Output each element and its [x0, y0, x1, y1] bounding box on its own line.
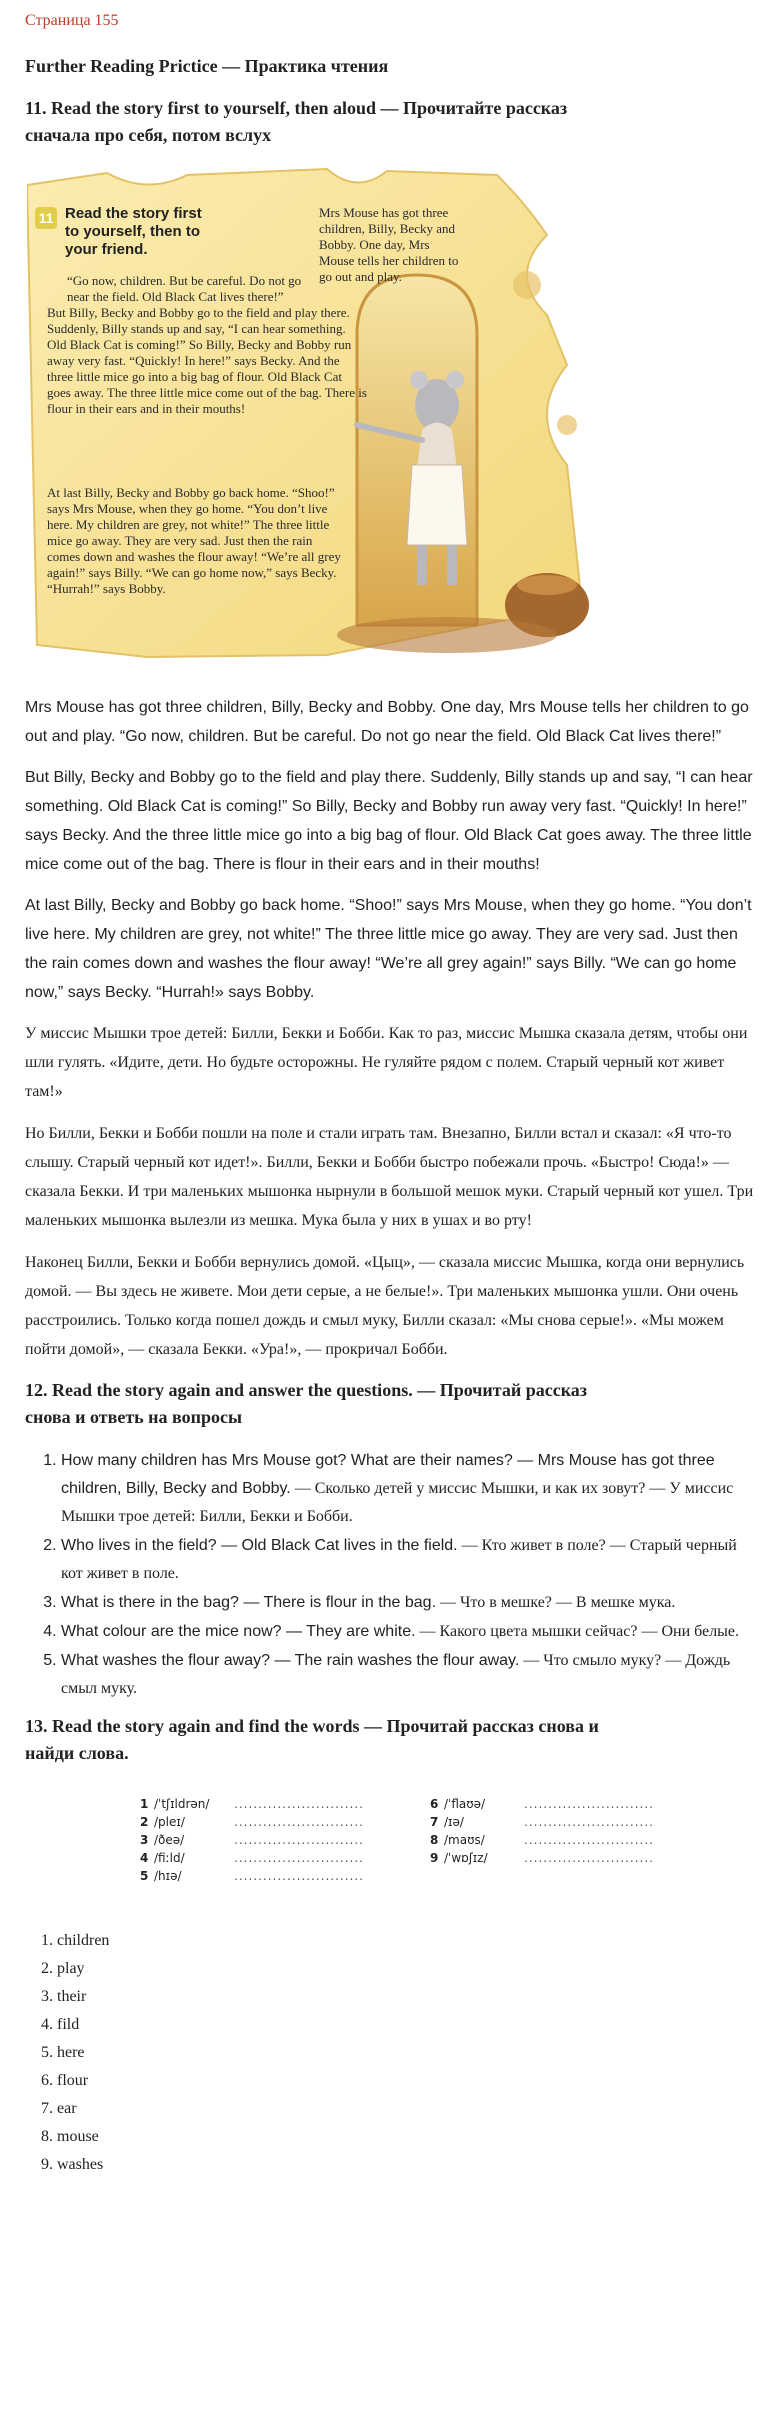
image-story-paragraph: But Billy, Becky and Bobby go to the field and play there. Suddenly, Billy stands up and say, “I can hear something. Old Black Cat is coming!” So Billy, Becky and Bobby run away very fast. “Quickly! In here!” says Becky. And the three little mice go into a big bag of flour. Old Black Cat goes away. The three little mice come out of the bag. There is flour in their ears and in their mouths!: [47, 305, 367, 416]
list-item: 9. washes: [57, 2151, 758, 2179]
list-item: 4. fild: [57, 2011, 758, 2039]
image-instruction: Read the story first to yourself, then to your friend.: [65, 205, 202, 258]
page-number: Страница 155: [25, 12, 119, 29]
list-item: 7. ear: [57, 2095, 758, 2123]
exercise-11-heading: 11. Read the story first to yourself, then aloud — Прочитайте рассказ сначала про себя, потом вслух: [25, 98, 568, 145]
list-item: [61, 1647, 758, 1703]
answer-ru: — Кто живет в поле? — Старый черный кот живет в поле.: [61, 1537, 737, 1582]
answers-list: [25, 1927, 758, 2179]
answer-ru: — Какого цвета мышки сейчас? — Они белые.: [415, 1623, 740, 1640]
list-item: [61, 1447, 758, 1531]
answer-ru: — Сколько детей у миссис Мышки, и как их зовут? — У миссис Мышки трое детей: Билли, Бекки и Бобби.: [61, 1480, 734, 1525]
table-row: 2 /pleɪ/ ...........................: [140, 1815, 364, 1829]
answer-en: What washes the flour away? — The rain washes the flour away.: [61, 1652, 520, 1669]
table-row: 1 /ˈtʃɪldrən/ ...........................: [140, 1797, 364, 1811]
exercise-badge: 11: [35, 207, 57, 229]
exercise-13-heading: 13. Read the story again and find the words — Прочитай рассказ снова и найди слова.: [25, 1716, 599, 1763]
table-row: 3 /ðeə/ ...........................: [140, 1833, 364, 1847]
word-table-image: [120, 1783, 690, 1903]
questions-list: [25, 1447, 758, 1703]
image-story-paragraph: At last Billy, Becky and Bobby go back home. “Shoo!” says Mrs Mouse, when they go home. “You don’t live here. My children are grey, not white!” The three little mice go away. They are very sad. Just then the rain comes down and washes the flour away! “We’re all grey again!” says Billy. “We can go home now,” says Becky. “Hurrah!” says Bobby.: [47, 485, 341, 596]
table-row: 9 /ˈwɒʃɪz/ ...........................: [430, 1851, 654, 1865]
story-paragraph-ru: Наконец Билли, Бекки и Бобби вернулись домой. «Цыц», — сказала миссис Мышка, когда они вернулись домой. — Вы здесь не живете. Мои дети серые, а не белые!». Три маленьких мышонка ушли. Они очень расстроились. Только когда пошел дождь и смыл муку, Билли сказал: «Мы снова серые!». «Мы можем пойти домой», — сказала Бекки. «Ура!», — прокричал Бобби.: [25, 1254, 745, 1358]
answer-en: What colour are the mice now? — They are white.: [61, 1623, 416, 1640]
image-story-paragraph: Mrs Mouse has got three children, Billy, Becky and Bobby. One day, Mrs Mouse tells her children to go out and play.: [319, 205, 459, 284]
word-table-column: [140, 1795, 364, 1885]
list-item: [61, 1532, 758, 1588]
story-paragraph-en: But Billy, Becky and Bobby go to the field and play there. Suddenly, Billy stands up and say, “I can hear something. Old Black Cat is coming!” So Billy, Becky and Bobby run away very fast. “Quickly! In here!” says Becky. And the three little mice go into a big bag of flour. Old Black Cat goes away. The three little mice come out of the bag. There is flour in their ears and in their mouths!: [25, 769, 753, 873]
answer-en: How many children has Mrs Mouse got? What are their names? — Mrs Mouse has got three children, Billy, Becky and Bobby.: [61, 1452, 715, 1497]
table-row: 7 /ɪə/ ...........................: [430, 1815, 654, 1829]
list-item: 3. their: [57, 1983, 758, 2011]
story-paragraph-en: Mrs Mouse has got three children, Billy, Becky and Bobby. One day, Mrs Mouse tells her children to go out and play. “Go now, children. But be careful. Do not go near the field. Old Black Cat lives there!”: [25, 699, 749, 745]
page-title: Further Reading Pricticе — Практика чтения: [25, 56, 389, 76]
list-item: 1. children: [57, 1927, 758, 1955]
list-item: [61, 1589, 758, 1617]
story-illustration: [27, 165, 597, 665]
word-table-column: [430, 1795, 654, 1867]
table-row: 8 /maʊs/ ...........................: [430, 1833, 654, 1847]
table-row: 4 /fiːld/ ...........................: [140, 1851, 364, 1865]
story-paragraph-en: At last Billy, Becky and Bobby go back home. “Shoo!” says Mrs Mouse, when they go home. “You don’t live here. My children are grey, not white!” The three little mice go away. They are very sad. Just then the rain comes down and washes the flour away! “We’re all grey again!” says Billy. “We can go home now,” says Becky. “Hurrah!» says Bobby.: [25, 897, 752, 1001]
list-item: [61, 1618, 758, 1646]
answer-en: Who lives in the field? — Old Black Cat lives in the field.: [61, 1537, 458, 1554]
list-item: 5. here: [57, 2039, 758, 2067]
exercise-12-heading: 12. Read the story again and answer the questions. — Прочитай рассказ снова и ответь на вопросы: [25, 1380, 588, 1427]
image-story-paragraph: “Go now, children. But be careful. Do not go near the field. Old Black Cat lives there!”: [67, 273, 302, 304]
story-paragraph-ru: Но Билли, Бекки и Бобби пошли на поле и стали играть там. Внезапно, Билли встал и сказал: «Я что-то слышу. Старый черный кот идет!». Билли, Бекки и Бобби быстро побежали прочь. «Быстро! Сюда!» — сказала Бекки. И три маленьких мышонка нырнули в большой мешок муки. Старый черный кот ушел. Три маленьких мышонка вылезли из мешка. Мука была у них в ушах и во рту!: [25, 1125, 754, 1229]
story-paragraph-ru: У миссис Мышки трое детей: Билли, Бекки и Бобби. Как то раз, миссис Мышка сказала детям, чтобы они шли гулять. «Идите, дети. Но будьте осторожны. Не гуляйте рядом с полем. Старый черный кот живет там!»: [25, 1025, 748, 1100]
answer-ru: — Что в мешке? — В мешке мука.: [436, 1594, 676, 1611]
list-item: 8. mouse: [57, 2123, 758, 2151]
list-item: 6. flour: [57, 2067, 758, 2095]
table-row: 5 /hɪə/ ...........................: [140, 1869, 364, 1883]
answer-en: What is there in the bag? — There is flour in the bag.: [61, 1594, 437, 1611]
list-item: 2. play: [57, 1955, 758, 1983]
answer-ru: — Что смыло муку? — Дождь смыл муку.: [61, 1652, 731, 1697]
table-row: 6 /ˈflaʊə/ ...........................: [430, 1797, 654, 1811]
